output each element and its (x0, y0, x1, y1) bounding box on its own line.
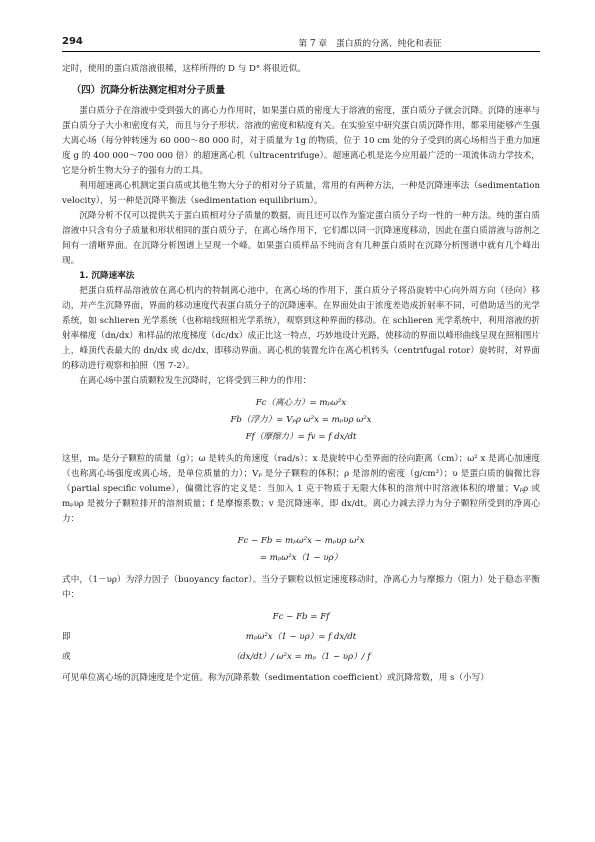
subsection-heading: 1. 沉降速率法 (79, 271, 135, 281)
paragraph: 定时，使用的蛋白质溶液很稀，这样所得的 D 与 D° 将很近似。 (62, 64, 306, 74)
paragraph: 这里，mₚ 是分子颗粒的质量（g）；ω 是转头的角速度（rad/s）；x 是旋转中心至界面的径向距离（cm）；ω² x 是离心加速度（也称离心场强度或离心场，是单位质量的力）；Vₚ 是分子颗粒的体积；ρ 是溶剂的密度（g/cm³）；υ 是蛋白质的偏微比容（partial specific volume），偏微比容的定义是：当加入 1 克干物质于无限大体积的溶剂中时溶液体积的增量；Vₚρ 或 mₚυρ 是被分子颗粒排开的溶剂质量；f 是摩擦系数；v 是沉降速率，即 dx/dt。离心力减去浮力为分子颗粒所受到的净离心力： (62, 454, 540, 524)
paragraph: 利用超速离心机测定蛋白质或其他生物大分子的相对分子质量，常用的有两种方法，一种是沉降速率法（sedimentation velocity），另一种是沉降平衡法（sedimentation equilibrium）。 (62, 181, 540, 206)
paragraph: 在离心场中蛋白质颗粒发生沉降时，它将受到三种力的作用： (79, 376, 312, 386)
running-title: 第 7 章 蛋白质的分离、纯化和表征 (298, 39, 442, 49)
equation-group-forces (62, 395, 540, 446)
equation-sedimentation-ratio: （dx/dt）/ ω²x = mₚ（1 − υρ）/ f (231, 652, 371, 662)
equation-centrifugal: Fc（离心力）= mₚω²x (255, 398, 347, 408)
equation-balance: Fc − Fb = Ff (272, 612, 330, 622)
paragraph: 可见单位离心场的沉降速度是个定值。称为沉降系数（sedimentation coefficient）或沉降常数，用 s（小写） (62, 673, 489, 683)
paragraph: 式中，（1－υρ）为浮力因子（buoyancy factor）。当分子颗粒以恒定速度移动时，净离心力与摩擦力（阻力）处于稳态平衡中： (62, 575, 540, 600)
equation-balance-expanded: mₚω²x（1 − υρ）= f dx/dt (245, 632, 357, 642)
page-number: 294 (62, 36, 83, 47)
equation-buoyancy: Fb（浮力）= Vₚρ ω²x = mₚυρ ω²x (230, 415, 372, 425)
page-body (62, 62, 540, 686)
equation-group-net-force (62, 533, 540, 567)
equation-friction: Ff（摩擦力）= fv = f dx/dt (245, 432, 357, 442)
header-rule (62, 51, 540, 52)
equation-group-balance (62, 607, 540, 667)
paragraph: 把蛋白质样品溶液放在离心机内的特制离心池中，在离心场的作用下，蛋白质分子将沿旋转中心向外周方向（径向）移动，并产生沉降界面，界面的移动速度代表蛋白质分子的沉降速率。在界面处由于浓度差造成折射率不同，可借助适当的光学系统，如 schlieren 光学系统（也称暗线照相光学系统），观察到这种界面的移动。在 schlieren 光学系统中，利用溶液的折射率梯度（dn/dx）和样品的浓度梯度（dc/dx）成正比这一特点，巧妙地设计光路，使移动的界面以峰形曲线呈现在照相图片上，峰顶代表最大的 dn/dx 或 dc/dx，即移动界面。离心机的装置允许在离心机转头（centrifugal rotor）旋转时，对界面的移动进行观察和拍照（图 7-2）。 (62, 286, 540, 371)
equation-net-force-simplified: = mₚω²x（1 − υρ） (259, 553, 343, 563)
section-heading: （四）沉降分析法测定相对分子质量 (71, 85, 226, 96)
paragraph: 沉降分析不仅可以提供关于蛋白质相对分子质量的数据，而且还可以作为鉴定蛋白质分子均一性的一种方法。纯的蛋白质溶液中只含有分子质量和形状相同的蛋白质分子，在离心场作用下，它们都以同一沉降速度移动，因此在蛋白质溶液与溶剂之间有一清晰界面。在沉降分析图谱上呈现一个峰。如果蛋白质样品不纯而含有几种蛋白质时在沉降分析图谱中就有几个峰出现。 (62, 211, 540, 266)
equation-net-force: Fc − Fb = mₚω²x − mₚυρ ω²x (237, 536, 365, 546)
paragraph: 蛋白质分子在溶液中受到强大的离心力作用时，如果蛋白质的密度大于溶液的密度，蛋白质分子就会沉降。沉降的速率与蛋白质分子大小和密度有关，而且与分子形状、溶液的密度和粘度有关。在实验室中研究蛋白质沉降作用，都采用能够产生强大离心场（每分钟转速为 60 000～80 000 时，对于质量为 1g 的物质，位于 10 cm 处的分子受到的离心场相当于重力加速度 g 的 400 000～700 000 倍）的超速离心机（ultracentrifuge）。超速离心机是迄今应用最广泛的一项流体动力学技术，它是分析生物大分子的强有力的工具。 (62, 106, 540, 176)
equation-label: 即 (62, 632, 71, 642)
equation-label: 或 (62, 652, 71, 662)
